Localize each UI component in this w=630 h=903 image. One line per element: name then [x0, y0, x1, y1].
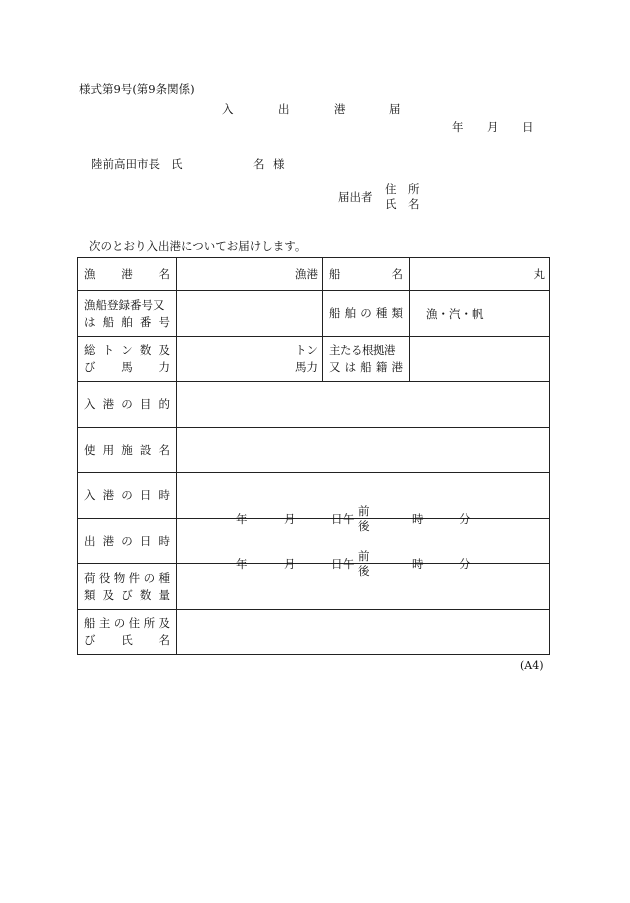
- hour-unit: 時: [412, 557, 424, 571]
- addressee-honorific: 様: [273, 157, 285, 171]
- field-entry-time[interactable]: [177, 473, 550, 533]
- day-unit: 日: [331, 557, 343, 571]
- field-tonnage[interactable]: [177, 337, 323, 382]
- row-tonnage: [78, 337, 550, 382]
- row-port: [78, 258, 550, 291]
- label-facility: 使 用 施 設 名: [78, 428, 177, 473]
- minute-unit: 分: [459, 511, 471, 526]
- row-exit-time: [78, 519, 550, 564]
- field-owner[interactable]: [177, 610, 550, 655]
- date-month: 月: [487, 120, 499, 134]
- intro-text: 次のとおり入出港についてお届けします。: [89, 239, 307, 253]
- pm-option: 後: [358, 518, 370, 533]
- ship-type-options: 漁・汽・帆: [426, 306, 484, 321]
- label-purpose: 入 港 の 目 的: [78, 382, 177, 428]
- field-purpose[interactable]: [177, 382, 550, 428]
- year-unit: 年: [236, 557, 248, 571]
- entry-exit-form-table: [77, 257, 550, 655]
- label-ship-name: 船 名: [323, 258, 410, 291]
- minute-unit: 分: [459, 557, 471, 571]
- am-option: 前: [358, 549, 370, 563]
- ship-name-suffix: 丸: [533, 267, 545, 281]
- hp-unit: 馬力: [295, 360, 318, 374]
- month-unit: 月: [284, 557, 296, 571]
- field-facility[interactable]: [177, 428, 550, 473]
- label-cargo: 荷 役 物 件 の 種 類 及 び 数 量: [78, 564, 177, 610]
- row-owner: [78, 610, 550, 655]
- port-suffix: 漁港: [295, 267, 318, 281]
- month-unit: 月: [284, 511, 296, 526]
- pm-option: 後: [358, 564, 370, 578]
- label-entry-time: 入 港 の 日 時: [78, 473, 177, 519]
- day-unit: 日: [331, 511, 343, 526]
- ampm-unit: 午: [343, 511, 355, 526]
- addressee-char: 名: [253, 157, 265, 171]
- field-home-port[interactable]: [410, 337, 550, 382]
- row-cargo: [78, 564, 550, 610]
- name-label: 氏 名: [385, 197, 420, 211]
- label-tonnage: 総 ト ン 数 及 び 馬 力: [78, 337, 177, 382]
- ton-unit: トン: [295, 343, 318, 357]
- addressee-title: 陸前高田市長: [91, 157, 160, 171]
- title-char: 出: [278, 102, 290, 116]
- title-char: 入: [222, 102, 234, 116]
- label-port-name: 漁 港 名: [78, 258, 177, 291]
- date-year: 年: [452, 120, 464, 134]
- field-ship-type[interactable]: [410, 291, 550, 337]
- ampm-unit: 午: [343, 557, 355, 571]
- am-option: 前: [358, 503, 370, 518]
- row-facility: [78, 428, 550, 473]
- form-number: 様式第9号(第9条関係): [79, 82, 195, 96]
- title-char: 届: [389, 102, 401, 116]
- label-exit-time: 出 港 の 日 時: [78, 519, 177, 564]
- address-label: 住 所: [385, 182, 420, 196]
- field-ship-name[interactable]: [410, 258, 550, 291]
- addressee-char: 氏: [171, 157, 183, 171]
- row-registration: [78, 291, 550, 337]
- applicant-label: 届出者: [338, 190, 373, 204]
- hour-unit: 時: [412, 511, 424, 526]
- row-purpose: [78, 382, 550, 428]
- label-owner: 船 主 の 住 所 及 び 氏 名: [78, 610, 177, 655]
- label-home-port: 主たる根拠港 又 は 船 籍 港: [323, 337, 410, 382]
- paper-size-note: (A4): [520, 659, 544, 672]
- year-unit: 年: [236, 511, 248, 526]
- field-port-name[interactable]: [177, 258, 323, 291]
- row-entry-time: [78, 473, 550, 519]
- field-registration-number[interactable]: [177, 291, 323, 337]
- title-char: 港: [334, 102, 346, 116]
- date-day: 日: [522, 120, 534, 134]
- label-registration-number: 漁船登録番号又 は 船 舶 番 号: [78, 291, 177, 337]
- label-ship-type: 船 舶 の 種 類: [323, 291, 410, 337]
